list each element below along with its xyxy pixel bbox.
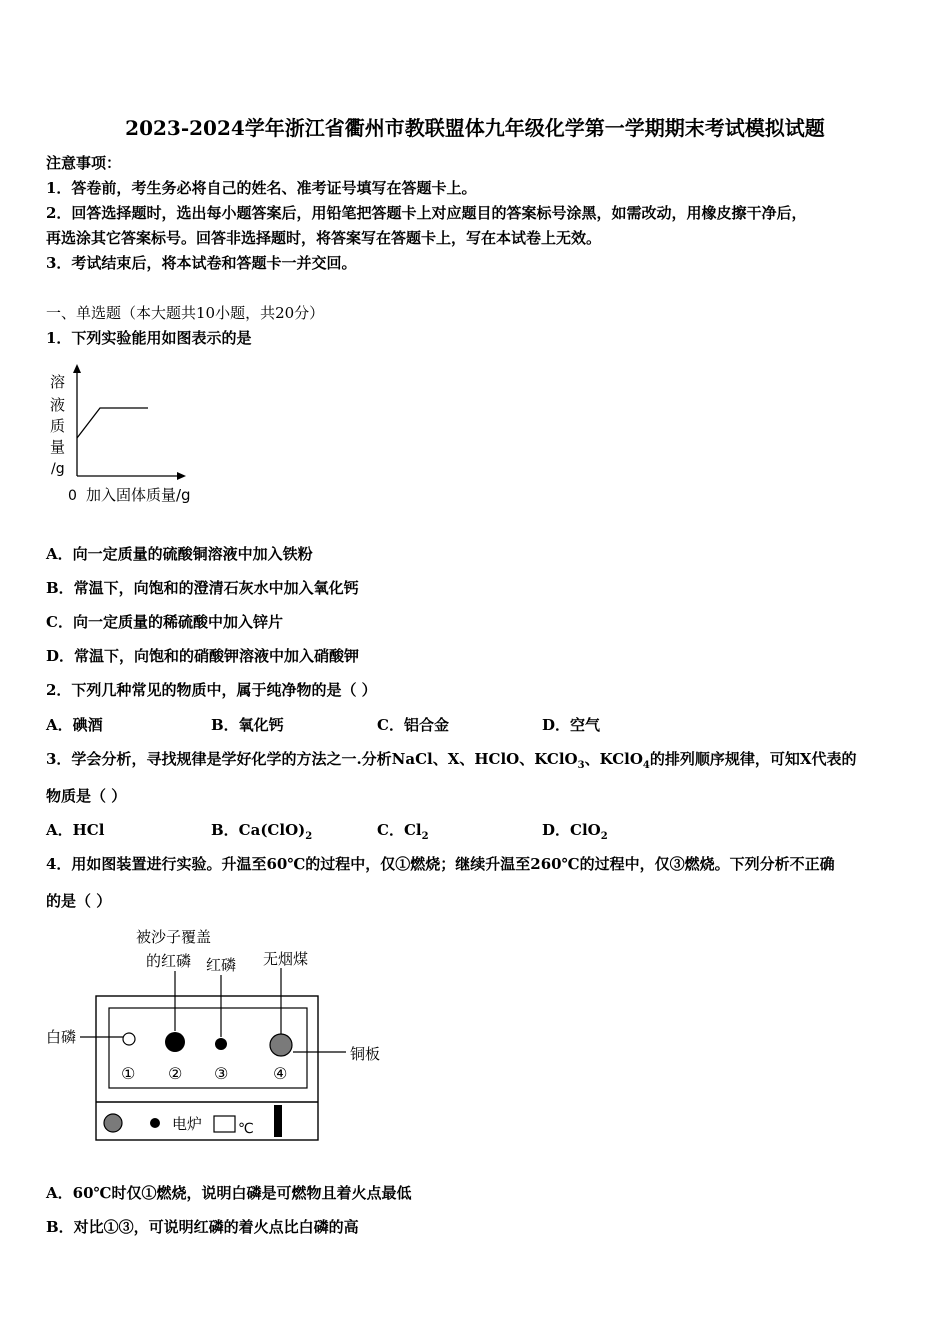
- q4-option-b: B．对比①③，可说明红磷的着火点比白磷的高: [46, 1218, 359, 1236]
- q1-option-b: B．常温下，向饱和的澄清石灰水中加入氧化钙: [46, 579, 359, 597]
- q3-stem-part2: 、KClO: [584, 750, 643, 768]
- q3-option-c: [377, 819, 429, 842]
- q2-option-a: A．碘酒: [46, 716, 103, 734]
- page-title: 2023-2024学年浙江省衢州市教联盟体九年级化学第一学期期末考试模拟试题: [125, 116, 825, 140]
- q3-stem-line2: 物质是（ ）: [46, 787, 127, 805]
- covered-red-phosphorus-icon: [165, 1032, 185, 1052]
- q3-option-b-sub: 2: [305, 831, 313, 842]
- q2-stem: 2．下列几种常见的物质中，属于纯净物的是（ ）: [46, 681, 377, 699]
- q2-option-d: D．空气: [542, 716, 601, 734]
- origin-label: 0: [68, 488, 77, 504]
- ylabel-char-2: 液: [50, 396, 66, 414]
- white-phosphorus-icon: [123, 1033, 135, 1045]
- xlabel: 加入固体质量/g: [86, 486, 191, 504]
- num-4: ④: [273, 1064, 288, 1083]
- q4-stem-line1: 4．用如图装置进行实验。升温至60℃的过程中，仅①燃烧；继续升温至260℃的过程中，仅③燃烧。下列分析不正确: [46, 855, 835, 873]
- notice-item-1: 1．答卷前，考生务必将自己的姓名、准考证号填写在答题卡上。: [46, 179, 477, 197]
- num-3: ③: [214, 1064, 229, 1083]
- q4-stem-line2: 的是（ ）: [46, 892, 112, 910]
- q3-stem-part3: 的排列顺序规律，可知X代表的: [649, 750, 857, 768]
- ylabel-char-1: 溶: [50, 373, 66, 391]
- y-axis-arrow-icon: [73, 364, 81, 373]
- ylabel-unit: /g: [51, 461, 65, 477]
- ylabel-char-4: 量: [50, 438, 66, 456]
- q1-graph: [44, 360, 214, 510]
- q1-option-c: C．向一定质量的稀硫酸中加入锌片: [46, 613, 283, 631]
- q1-stem: 1．下列实验能用如图表示的是: [46, 329, 252, 347]
- q3-option-d: [542, 819, 608, 842]
- label-covered-line1: 被沙子覆盖: [136, 928, 212, 946]
- degree-label: ℃: [238, 1121, 254, 1137]
- furnace-knob-icon: [104, 1114, 122, 1132]
- label-coal: 无烟煤: [263, 950, 309, 968]
- q3-option-c-sub: 2: [421, 831, 429, 842]
- label-covered-line2: 的红磷: [146, 952, 192, 970]
- q3-option-d-text: D．ClO: [542, 821, 601, 839]
- notice-item-2: 2．回答选择题时，选出每小题答案后，用铅笔把答题卡上对应题目的答案标号涂黑，如需改动，用橡皮擦干净后，: [46, 204, 807, 222]
- label-red-phosphorus: 红磷: [206, 956, 237, 974]
- furnace-label: 电炉: [172, 1115, 203, 1133]
- q1-option-d: D．常温下，向饱和的硝酸钾溶液中加入硝酸钾: [46, 647, 360, 665]
- temperature-display: [214, 1116, 235, 1132]
- red-phosphorus-icon: [215, 1038, 227, 1050]
- notice-item-3: 3．考试结束后，将本试卷和答题卡一并交回。: [46, 254, 357, 272]
- furnace-indicator-icon: [150, 1118, 160, 1128]
- q3-option-b: [211, 819, 312, 842]
- q3-stem-part1: 3．学会分析，寻找规律是学好化学的方法之一.分析NaCl、X、HClO、KClO: [46, 750, 578, 768]
- q3-subscript-3: 3: [577, 760, 585, 771]
- q2-option-b: B．氧化钙: [211, 716, 284, 734]
- mass-curve: [77, 408, 148, 438]
- label-copper-plate: 铜板: [350, 1045, 381, 1063]
- notice-item-2-cont: 再选涂其它答案标号。回答非选择题时，将答案写在答题卡上，写在本试卷上无效。: [46, 229, 602, 247]
- section-heading: 一、单选题（本大题共10小题，共20分）: [46, 304, 325, 322]
- furnace-switch: [274, 1105, 282, 1137]
- q1-option-a: A．向一定质量的硫酸铜溶液中加入铁粉: [46, 545, 313, 563]
- q3-stem-line1: [46, 748, 857, 771]
- ylabel-char-3: 质: [50, 417, 66, 435]
- q4-apparatus-diagram: [40, 918, 400, 1148]
- num-2: ②: [168, 1064, 183, 1083]
- label-white-phosphorus: 白磷: [46, 1028, 77, 1046]
- x-axis-arrow-icon: [177, 472, 186, 480]
- num-1: ①: [121, 1064, 136, 1083]
- q2-option-c: C．铝合金: [377, 716, 449, 734]
- notice-heading: 注意事项：: [46, 154, 122, 172]
- q3-option-a: A．HCl: [46, 821, 105, 839]
- q3-subscript-4: 4: [642, 760, 650, 771]
- q3-option-c-text: C．Cl: [377, 821, 422, 839]
- q4-option-a: A．60℃时仅①燃烧，说明白磷是可燃物且着火点最低: [46, 1184, 412, 1202]
- q3-option-d-sub: 2: [600, 831, 608, 842]
- q3-option-b-text: B．Ca(ClO): [211, 821, 306, 839]
- coal-icon: [270, 1034, 292, 1056]
